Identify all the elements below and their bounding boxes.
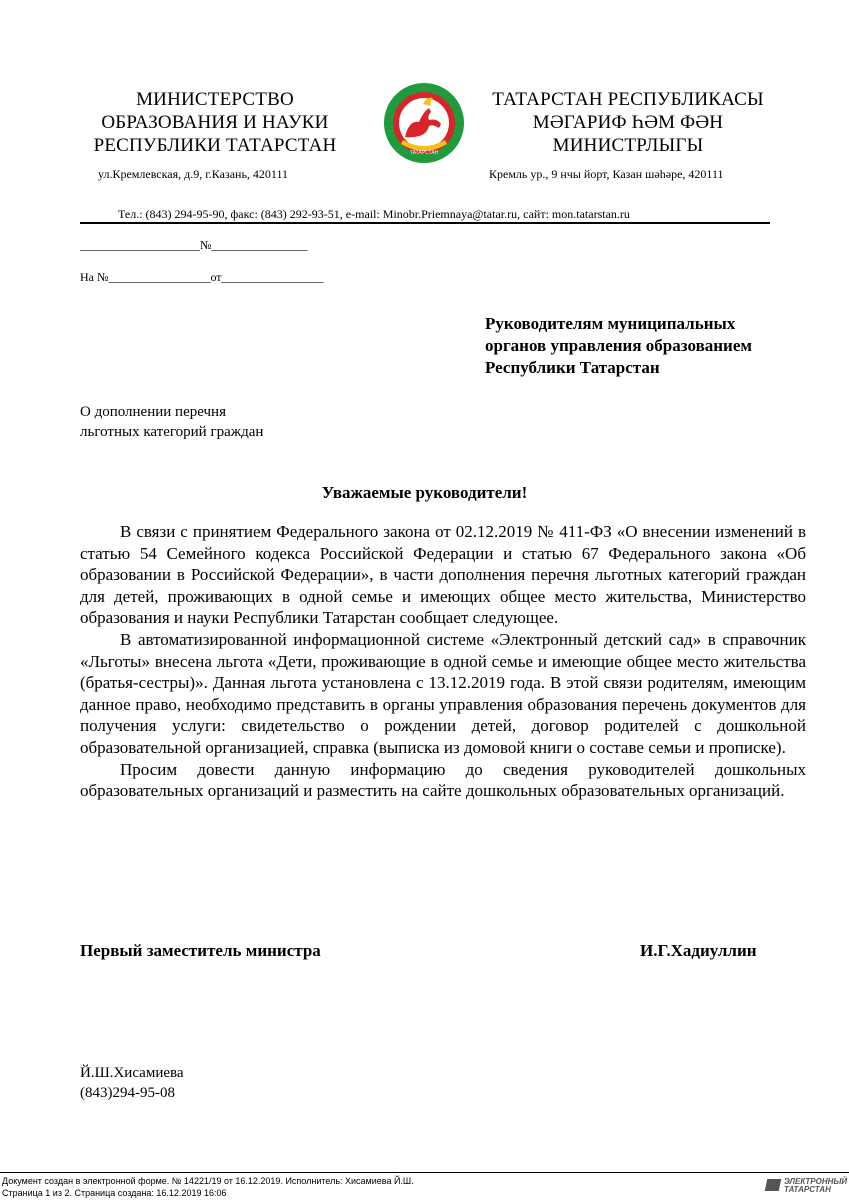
emblem-logo: [383, 82, 465, 164]
left-address: ул.Кремлевская, д.9, г.Казань, 420111: [98, 167, 289, 181]
brand-icon: [765, 1179, 782, 1191]
paragraph: Просим довести данную информацию до сведения руководителей дошкольных образовательных организаций и разместить на сайте дошкольных образовательных организаций.: [80, 759, 806, 801]
outgoing-number-line: ____________________№________________: [80, 238, 308, 252]
executor-phone: (843)294-95-08: [80, 1085, 175, 1101]
executor-block: [80, 1063, 184, 1103]
right-address: Кремль ур., 9 нчы йорт, Казан шәһәре, 420111: [489, 167, 724, 181]
recipient-line: Руководителям муниципальных: [485, 314, 736, 333]
left-title: [70, 88, 360, 157]
executor-name: Й.Ш.Хисамиева: [80, 1065, 184, 1081]
left-title-line: РЕСПУБЛИКИ ТАТАРСТАН: [93, 135, 337, 156]
footer-line-1: Документ создан в электронной форме. № 14221/19 от 16.12.2019. Исполнитель: Хисамиева Й.Ш.: [2, 1176, 414, 1186]
greeting: Уважаемые руководители!: [321, 483, 528, 502]
right-title-line: ТАТАРСТАН РЕСПУБЛИКАСЫ: [492, 89, 764, 110]
recipient-line: органов управления образованием: [485, 336, 752, 355]
paragraph: В автоматизированной информационной системе «Электронный детский сад» в справочник «Льготы» внесена льгота «Дети, проживающие в одной семье и имеющие общее место жительства (братья-сестры)». Данная льгота установлена с 13.12.2019 года. В этой связи родителям, имеющим данное право, необходимо представить в органы управления образования перечень документов для получения услуги: свидетельство о рождении детей, договор родителей с дошкольной образовательной организацией, справка (выписка из домовой книги о составе семьи и прописке).: [80, 629, 806, 757]
subject-line: О дополнении перечня: [80, 404, 226, 420]
right-title-line: МӘГАРИФ ҺӘМ ФӘН: [532, 112, 724, 133]
left-title-line: ОБРАЗОВАНИЯ И НАУКИ: [101, 112, 329, 133]
right-title-line: МИНИСТРЛЫГЫ: [552, 135, 704, 156]
footer-divider: [0, 1172, 849, 1173]
subject-block: [80, 402, 263, 442]
recipient-block: [485, 313, 825, 379]
brand-line-1: ЭЛЕКТРОННЫЙ: [784, 1177, 848, 1186]
paragraph: В связи с принятием Федерального закона от 02.12.2019 № 411-ФЗ «О внесении изменений в статью 54 Семейного кодекса Российской Федерации и статью 67 Федерального закона «Об образовании в Российской Федерации», в части дополнения перечня льготных категорий граждан для детей, проживающих в одной семье и имеющих общее место жительства, Министерство образования и науки Республики Татарстан сообщает следующее.: [80, 522, 806, 628]
footer-line-2: Страница 1 из 2. Страница создана: 16.12.2019 16:06: [2, 1188, 227, 1198]
electronic-tatarstan-logo: [766, 1177, 846, 1195]
signature-name: И.Г.Хадиуллин: [640, 941, 757, 960]
header-divider: [80, 222, 770, 224]
letter-body: [80, 521, 806, 802]
right-title: [478, 88, 778, 157]
footer-text: [2, 1175, 414, 1199]
left-title-line: МИНИСТЕРСТВО: [136, 89, 294, 110]
contacts-line: Тел.: (843) 294-95-90, факс: (843) 292-93-51, e-mail: Minobr.Priemnaya@tatar.ru, сайт: mon.tatarstan.ru: [118, 207, 630, 221]
recipient-line: Республики Татарстан: [485, 358, 660, 377]
incoming-number-line: На №_________________от_________________: [80, 270, 324, 284]
subject-line: льготных категорий граждан: [80, 424, 264, 440]
brand-text: [784, 1178, 847, 1194]
emblem-caption: ТАТАРСТАН: [409, 150, 439, 156]
brand-line-2: ТАТАРСТАН: [784, 1185, 831, 1194]
signature-position: Первый заместитель министра: [80, 941, 321, 960]
